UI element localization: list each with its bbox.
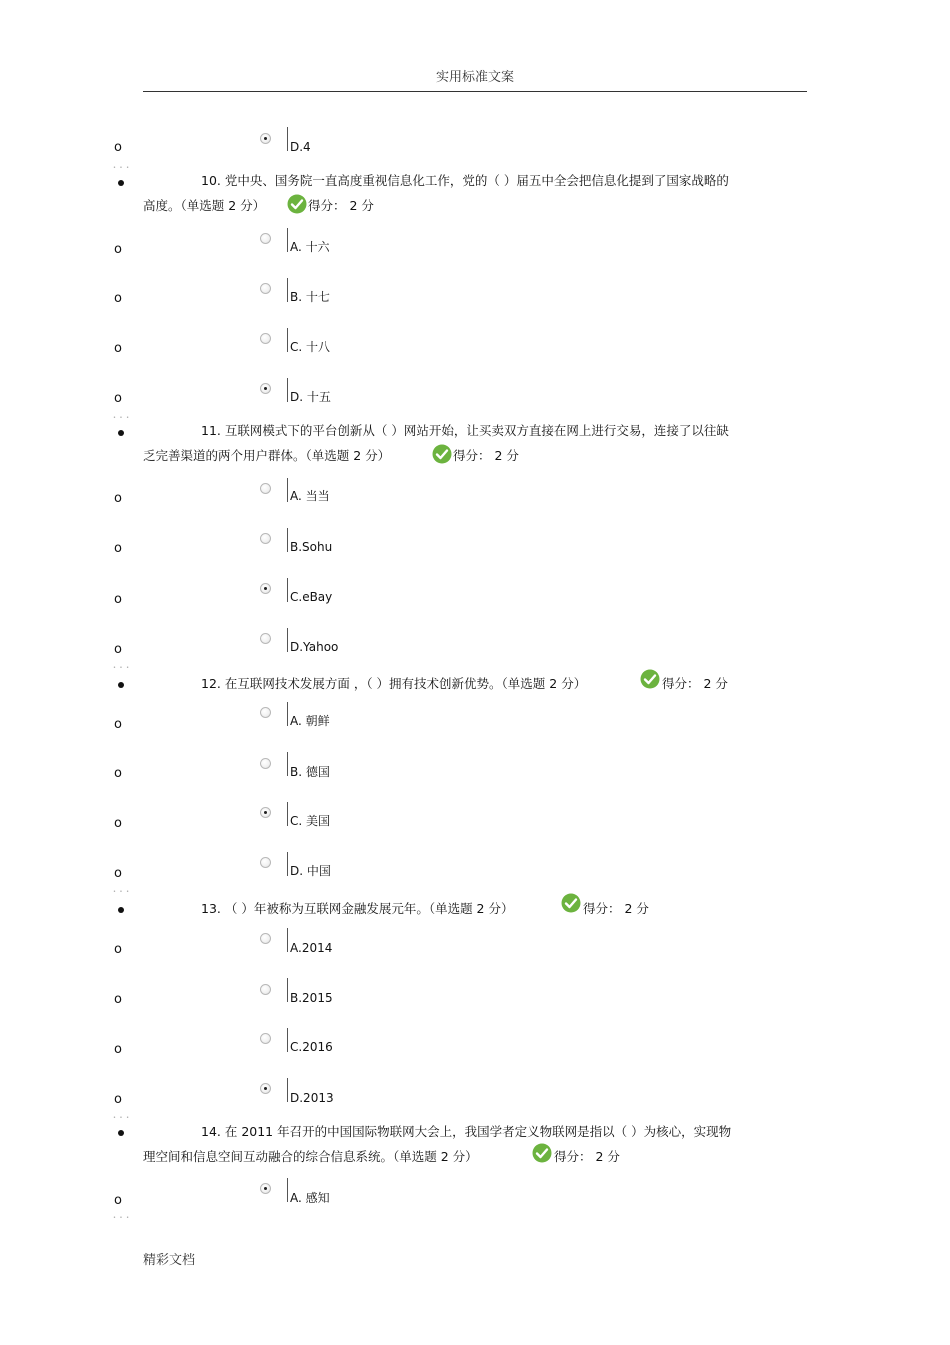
radio-button-icon[interactable] xyxy=(260,633,271,644)
list-bullet: o xyxy=(114,866,122,881)
question-text: 11. 互联网模式下的平台创新从（ ）网站开始，让买卖双方直接在网上进行交易，连接了以往缺 xyxy=(201,423,729,438)
option-divider xyxy=(287,528,288,552)
score-text: 得分： 2 分 xyxy=(583,901,649,916)
option-label: C. 美国 xyxy=(290,814,331,828)
question-bullet xyxy=(118,907,124,913)
option-divider xyxy=(287,928,288,952)
radio-button-icon[interactable] xyxy=(260,483,271,494)
separator-mark: • • • xyxy=(113,415,131,421)
check-circle-icon xyxy=(287,194,307,214)
option-divider xyxy=(287,1028,288,1052)
list-bullet: o xyxy=(114,816,122,831)
check-circle-icon xyxy=(532,1143,552,1163)
separator-mark: • • • xyxy=(113,665,131,671)
option-divider xyxy=(287,628,288,652)
score-text: 得分： 2 分 xyxy=(308,198,374,213)
radio-button-icon[interactable] xyxy=(260,233,271,244)
question-text: 12. 在互联网技术发展方面 ，（ ）拥有技术创新优势。（单选题 2 分） xyxy=(201,676,587,691)
option-divider xyxy=(287,978,288,1002)
radio-button-icon[interactable] xyxy=(260,383,271,394)
question-bullet xyxy=(118,180,124,186)
radio-button-icon[interactable] xyxy=(260,707,271,718)
option-label: C. 十八 xyxy=(290,340,331,354)
list-bullet: o xyxy=(114,1042,122,1057)
option-label: A. 当当 xyxy=(290,489,330,503)
list-bullet: o xyxy=(114,391,122,406)
document-footer: 精彩文档 xyxy=(143,1253,196,1268)
option-divider xyxy=(287,702,288,726)
option-label: D. 中国 xyxy=(290,864,331,878)
list-bullet: o xyxy=(114,491,122,506)
option-label: D.2013 xyxy=(290,1091,334,1105)
list-bullet: o xyxy=(114,541,122,556)
radio-button-icon[interactable] xyxy=(260,283,271,294)
option-label: B.2015 xyxy=(290,991,333,1005)
list-bullet: o xyxy=(114,717,122,732)
radio-button-icon[interactable] xyxy=(260,758,271,769)
option-divider xyxy=(287,852,288,876)
separator-mark: • • • xyxy=(113,165,131,171)
list-bullet: o xyxy=(114,766,122,781)
option-divider xyxy=(287,752,288,776)
question-bullet xyxy=(118,430,124,436)
list-bullet: o xyxy=(114,242,122,257)
list-bullet: o xyxy=(114,1092,122,1107)
list-bullet: o xyxy=(114,992,122,1007)
separator-mark: • • • xyxy=(113,1115,131,1121)
question-text: 14. 在 2011 年召开的中国国际物联网大会上，我国学者定义物联网是指以（ ）为核心，实现物 xyxy=(201,1124,732,1139)
question-text: 13. （ ）年被称为互联网金融发展元年。（单选题 2 分） xyxy=(201,901,514,916)
list-bullet: o xyxy=(114,140,122,155)
option-divider xyxy=(287,228,288,252)
radio-button-icon[interactable] xyxy=(260,1083,271,1094)
list-bullet: o xyxy=(114,341,122,356)
radio-button-icon[interactable] xyxy=(260,333,271,344)
list-bullet: o xyxy=(114,1193,122,1208)
option-label: D.4 xyxy=(290,140,311,154)
radio-button-icon[interactable] xyxy=(260,1183,271,1194)
radio-button-icon[interactable] xyxy=(260,533,271,544)
option-divider xyxy=(287,278,288,302)
option-label: B. 德国 xyxy=(290,765,330,779)
radio-button-icon[interactable] xyxy=(260,1033,271,1044)
option-label: A.2014 xyxy=(290,941,333,955)
radio-button-icon[interactable] xyxy=(260,933,271,944)
option-label: C.2016 xyxy=(290,1040,333,1054)
option-label: B. 十七 xyxy=(290,290,330,304)
option-divider xyxy=(287,328,288,352)
option-label: A. 感知 xyxy=(290,1191,330,1205)
radio-button-icon[interactable] xyxy=(260,857,271,868)
option-label: C.eBay xyxy=(290,590,333,604)
separator-mark: • • • xyxy=(113,1215,131,1221)
option-divider xyxy=(287,1078,288,1102)
option-label: D.Yahoo xyxy=(290,640,339,654)
header-rule xyxy=(143,91,807,92)
check-circle-icon xyxy=(640,669,660,689)
check-circle-icon xyxy=(432,444,452,464)
document-header: 实用标准文案 xyxy=(435,70,514,85)
score-text: 得分： 2 分 xyxy=(554,1149,620,1164)
question-text: 10. 党中央、国务院一直高度重视信息化工作，党的（ ）届五中全会把信息化提到了国家战略的 xyxy=(201,173,729,188)
question-meta: 理空间和信息空间互动融合的综合信息系统。（单选题 2 分） xyxy=(143,1149,478,1164)
option-divider xyxy=(287,378,288,402)
score-text: 得分： 2 分 xyxy=(662,676,728,691)
option-label: D. 十五 xyxy=(290,390,331,404)
radio-button-icon[interactable] xyxy=(260,583,271,594)
radio-button-icon[interactable] xyxy=(260,133,271,144)
separator-mark: • • • xyxy=(113,889,131,895)
list-bullet: o xyxy=(114,291,122,306)
question-bullet xyxy=(118,1130,124,1136)
score-text: 得分： 2 分 xyxy=(453,448,519,463)
option-label: A. 十六 xyxy=(290,240,330,254)
list-bullet: o xyxy=(114,642,122,657)
option-divider xyxy=(287,1178,288,1202)
option-divider xyxy=(287,802,288,826)
option-divider xyxy=(287,478,288,502)
option-label: B.Sohu xyxy=(290,540,333,554)
option-divider xyxy=(287,578,288,602)
list-bullet: o xyxy=(114,942,122,957)
option-label: A. 朝鲜 xyxy=(290,714,330,728)
question-meta: 乏完善渠道的两个用户群体。（单选题 2 分） xyxy=(143,448,391,463)
radio-button-icon[interactable] xyxy=(260,807,271,818)
check-circle-icon xyxy=(561,893,581,913)
radio-button-icon[interactable] xyxy=(260,984,271,995)
question-bullet xyxy=(118,682,124,688)
question-meta: 高度。（单选题 2 分） xyxy=(143,198,266,213)
option-divider xyxy=(287,127,288,151)
list-bullet: o xyxy=(114,592,122,607)
